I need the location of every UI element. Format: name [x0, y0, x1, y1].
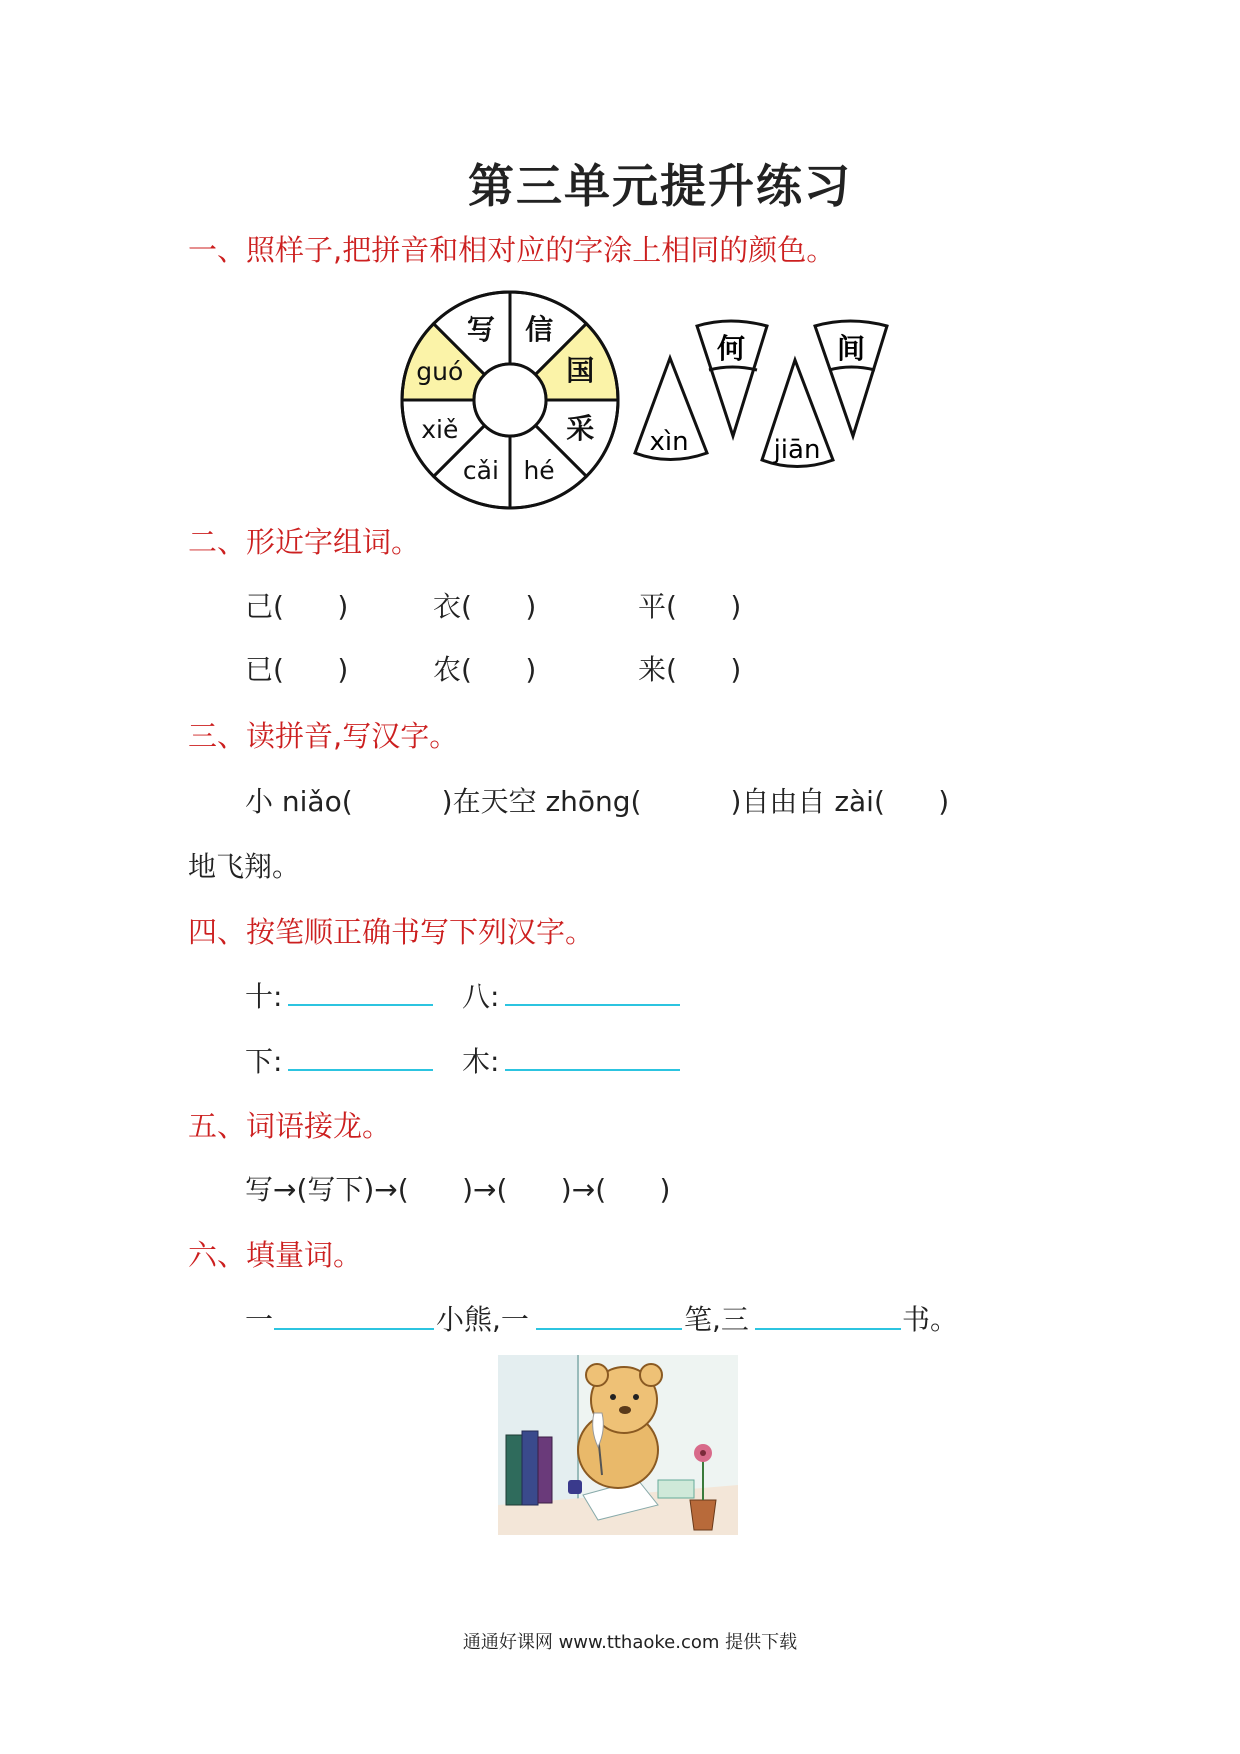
s2-r2-c1: 已( ): [245, 653, 349, 686]
cone-2-bottom-label: jiān: [773, 435, 821, 465]
section-6-heading: 六、填量词。: [188, 1238, 363, 1272]
wheel-segment-label: cǎi: [462, 456, 499, 486]
s2-r1-c1: 己( ): [245, 590, 349, 623]
s6-part-4: 书。: [902, 1303, 959, 1336]
wheel-segment-label: 国: [566, 353, 595, 387]
cone-pieces: [625, 318, 910, 478]
s4-line-1: [288, 1004, 433, 1006]
section-1-heading: 一、照样子,把拼音和相对应的字涂上相同的颜色。: [188, 233, 836, 267]
cone-1-bottom-label: xìn: [649, 427, 689, 457]
s4-item-4: 木:: [462, 1045, 500, 1078]
wheel-segment-label: 信: [525, 312, 554, 346]
s4-line-2: [505, 1004, 680, 1006]
s5-word-chain: 写→(写下)→( )→( )→( ): [245, 1173, 671, 1206]
wheel-segment-label: hé: [523, 456, 555, 486]
footer-credit: 通通好课网 www.tthaoke.com 提供下载: [462, 1632, 798, 1653]
s6-part-2: 小熊,一: [436, 1303, 529, 1336]
wheel-segment-label: 写: [466, 312, 495, 346]
s6-part-3: 笔,三: [684, 1303, 749, 1336]
wheel-segment-label: 采: [566, 412, 595, 446]
section-3-heading: 三、读拼音,写汉字。: [188, 719, 459, 753]
section-5-heading: 五、词语接龙。: [188, 1109, 392, 1143]
s6-part-1: 一: [245, 1303, 274, 1336]
s2-r1-c2: 衣( ): [433, 590, 537, 623]
s3-line-1: 小 niǎo( )在天空 zhōng( )自由自 zài( ): [245, 785, 950, 818]
s4-item-3: 下:: [245, 1045, 283, 1078]
pinyin-color-wheel: [390, 280, 630, 520]
s4-line-4: [505, 1069, 680, 1071]
wheel-segment-label: guó: [416, 356, 464, 386]
page-title: 第三单元提升练习: [468, 159, 852, 213]
section-2-heading: 二、形近字组词。: [188, 525, 421, 559]
s6-line-3: [755, 1328, 901, 1330]
wheel-segment-label: xiě: [421, 415, 459, 445]
s6-line-1: [274, 1328, 434, 1330]
s2-r2-c2: 农( ): [433, 653, 537, 686]
s3-line-2: 地飞翔。: [188, 850, 301, 883]
section-4-heading: 四、按笔顺正确书写下列汉字。: [188, 915, 595, 949]
cone-2-top-label: 间: [836, 332, 866, 365]
cone-1-top-label: 何: [716, 332, 746, 365]
s4-item-1: 十:: [245, 980, 283, 1013]
s2-r1-c3: 平( ): [638, 590, 742, 623]
s6-line-2: [536, 1328, 682, 1330]
s2-r2-c3: 来( ): [638, 653, 742, 686]
bear-writing-illustration: [498, 1355, 738, 1535]
s4-line-3: [288, 1069, 433, 1071]
s4-item-2: 八:: [462, 980, 500, 1013]
